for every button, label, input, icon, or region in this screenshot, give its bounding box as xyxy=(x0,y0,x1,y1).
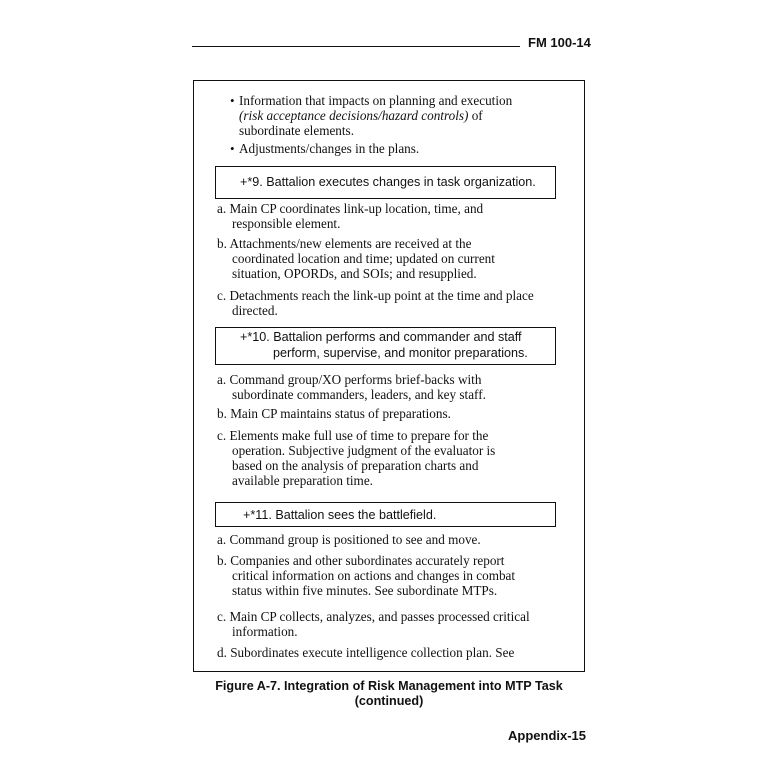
bullet-line xyxy=(239,108,483,123)
task-title: +*11. Battalion sees the battlefield. xyxy=(243,508,437,522)
bullet-line xyxy=(239,141,419,156)
task-criterion: c. Detachments reach the link-up point at the time and place xyxy=(217,288,534,303)
task-criterion: d. Subordinates execute intelligence collection plan. See xyxy=(217,645,515,660)
body-text: of xyxy=(468,108,483,123)
bullet-line xyxy=(239,93,512,108)
task-criterion: information. xyxy=(232,624,298,639)
task-criterion: based on the analysis of preparation charts and xyxy=(232,458,479,473)
header-doc-id: FM 100-14 xyxy=(528,35,591,50)
figure-caption-line-1: Figure A-7. Integration of Risk Management into MTP Task xyxy=(215,679,563,693)
task-criterion: operation. Subjective judgment of the evaluator is xyxy=(232,443,496,458)
task-criterion: c. Elements make full use of time to prepare for the xyxy=(217,428,489,443)
bullet-line xyxy=(239,123,354,138)
header-rule xyxy=(192,46,520,47)
bullet-mark: • xyxy=(230,141,235,156)
task-criterion: coordinated location and time; updated on current xyxy=(232,251,495,266)
task-criterion: situation, OPORDs, and SOIs; and resupplied. xyxy=(232,266,477,281)
footer-page-label: Appendix-15 xyxy=(508,728,587,743)
task-criterion: b. Attachments/new elements are received at the xyxy=(217,236,472,251)
task-criterion: responsible element. xyxy=(232,216,341,231)
body-text: Adjustments/changes in the plans. xyxy=(239,141,420,156)
task-criterion: c. Main CP collects, analyzes, and passes processed critical xyxy=(217,609,530,624)
task-title: +*10. Battalion performs and commander and staff xyxy=(240,330,522,344)
task-criterion: a. Command group is positioned to see and move. xyxy=(217,532,481,547)
task-criterion: directed. xyxy=(232,303,278,318)
task-criterion: critical information on actions and changes in combat xyxy=(232,568,516,583)
task-criterion: a. Command group/XO performs brief-backs with xyxy=(217,372,482,387)
body-text: subordinate elements. xyxy=(239,123,354,138)
body-text: Information that impacts on planning and execution xyxy=(239,93,513,108)
task-criterion: b. Companies and other subordinates accurately report xyxy=(217,553,505,568)
task-criterion: a. Main CP coordinates link-up location, time, and xyxy=(217,201,484,216)
task-title: perform, supervise, and monitor preparations. xyxy=(273,346,528,360)
task-title: +*9. Battalion executes changes in task organization. xyxy=(240,175,536,189)
bullet-mark: • xyxy=(230,93,235,108)
figure-caption-line-2: (continued) xyxy=(354,694,424,708)
task-criterion: subordinate commanders, leaders, and key staff. xyxy=(232,387,486,402)
emphasis-text: (risk acceptance decisions/hazard controls) xyxy=(239,108,469,123)
task-criterion: available preparation time. xyxy=(232,473,373,488)
task-criterion: status within five minutes. See subordinate MTPs. xyxy=(232,583,498,598)
task-criterion: b. Main CP maintains status of preparations. xyxy=(217,406,451,421)
